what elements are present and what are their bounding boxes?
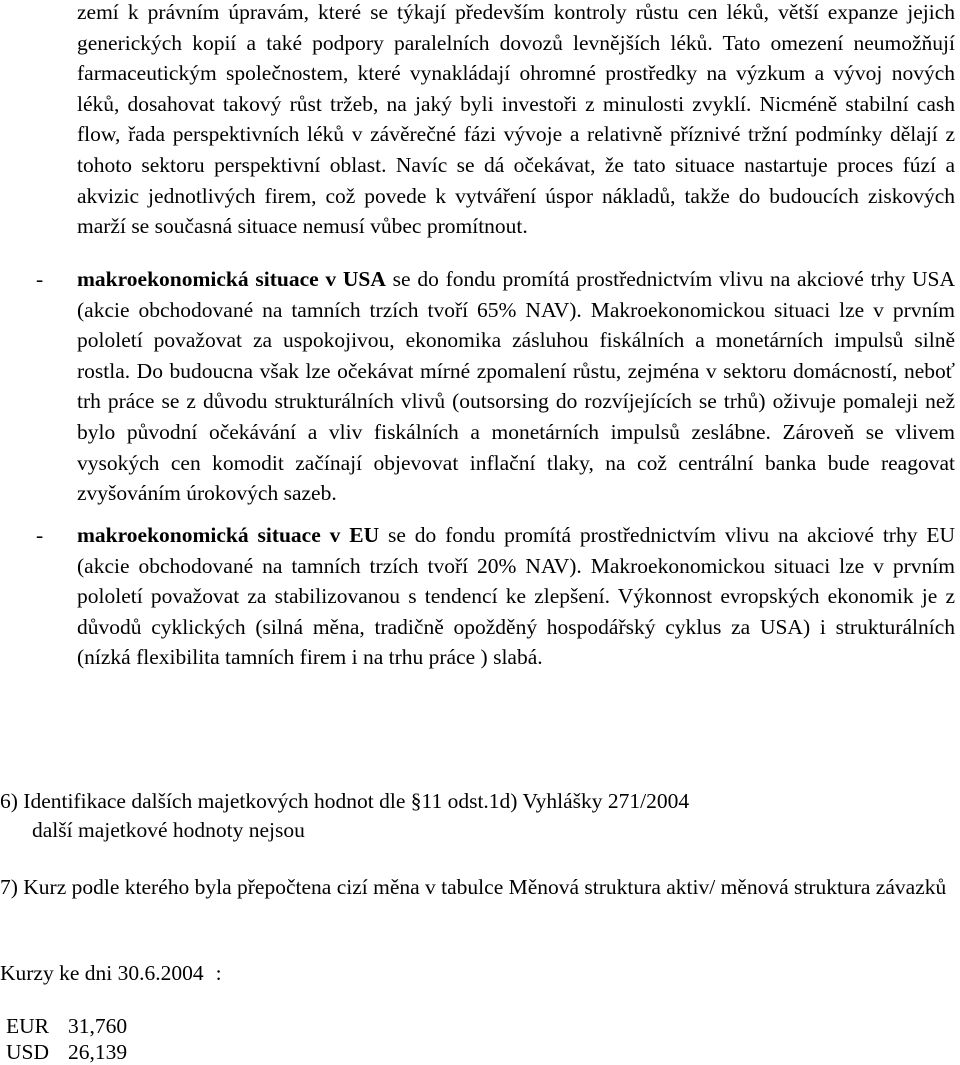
currency-rate: 31,760 [68,1014,128,1038]
table-row [6,1013,127,1039]
bullet-marker: - [36,523,44,547]
bullet-usa [36,264,955,509]
currency-code: USD [6,1040,50,1064]
rates-colon: : [215,961,222,985]
intro-paragraph: zemí k právním úpravám, které se týkají především kontroly růstu cen léků, větší expanze jejich generických kopií a také podpory paralelních dovozů levnějších léků. Tato omezení neumožňují farmaceutickým společnostem, které vynakládají ohromné prostředky na výzkum a vývoj nových léků, dosahovat takový růst tržeb, na jaký byli investoři z minulosti zvyklí. Nicméně stabilní cash flow, řada perspektivních léků v závěrečné fázi vývoje a relativně příznivé tržní podmínky dělají z tohoto sektoru perspektivní oblast. Navíc se dá očekávat, že tato situace nastartuje proces fúzí a akvizic jednotlivých firem, což povede k vytváření úspor nákladů, takže do budoucích ziskových marží se současná situace nemusí vůbec promítnout. [77,0,955,239]
bullet-text-eu: se do fondu promítá prostřednictvím vlivu na akciové trhy EU (akcie obchodované na tamních trzích tvoří 20% NAV). Makroekonomickou situaci lze v prvním pololetí považovat za stabilizovanou s tendencí ke zlepšení. Výkonnost evropských ekonomik je z důvodů cyklických (silná měna, tradičně opožděný hospodářský cyklus za USA) i strukturálních (nízká flexibilita tamních firem i na trhu práce ) slabá. [77,523,955,670]
bullet-text-usa: se do fondu promítá prostřednictvím vlivu na akciové trhy USA (akcie obchodované na tamních trzích tvoří 65% NAV). Makroekonomickou situaci lze v prvním pololetí považovat za uspokojivou, ekonomika zásluhou fiskálních a monetárních impulsů silně rostla. Do budoucna však lze očekávat mírné zpomalení růstu, zejména v sektoru domácností, neboť trh práce se z důvodu strukturálních vlivů (outsorsing do rozvíjejících se trhů) oživuje pomaleji než bylo původní očekávání a vliv fiskálních a monetárních impulsů zeslábne. Zároveň se vlivem vysokých cen komodit začínají objevovat inflační tlaky, na což centrální banka bude reagovat zvyšováním úrokových sazeb. [77,267,955,506]
section7-heading: 7) Kurz podle kterého byla přepočtena cizí měna v tabulce Měnová struktura aktiv/ měnová struktura závazků [0,875,947,899]
currency-table [6,1013,127,1065]
rates-label: Kurzy ke dni 30.6.2004 [0,961,204,985]
rates-label-line [0,958,222,989]
table-row [6,1039,127,1065]
section6-text: další majetkové hodnoty nejsou [32,818,305,842]
bullet-heading-usa: makroekonomická situace v USA [77,267,386,291]
currency-code: EUR [6,1014,49,1038]
bullet-marker: - [36,267,44,291]
bullet-heading-eu: makroekonomická situace v EU [77,523,380,547]
bullet-eu [36,520,955,673]
currency-rate: 26,139 [68,1040,128,1064]
section6-heading: 6) Identifikace dalších majetkových hodnot dle §11 odst.1d) Vyhlášky 271/2004 [0,789,690,813]
